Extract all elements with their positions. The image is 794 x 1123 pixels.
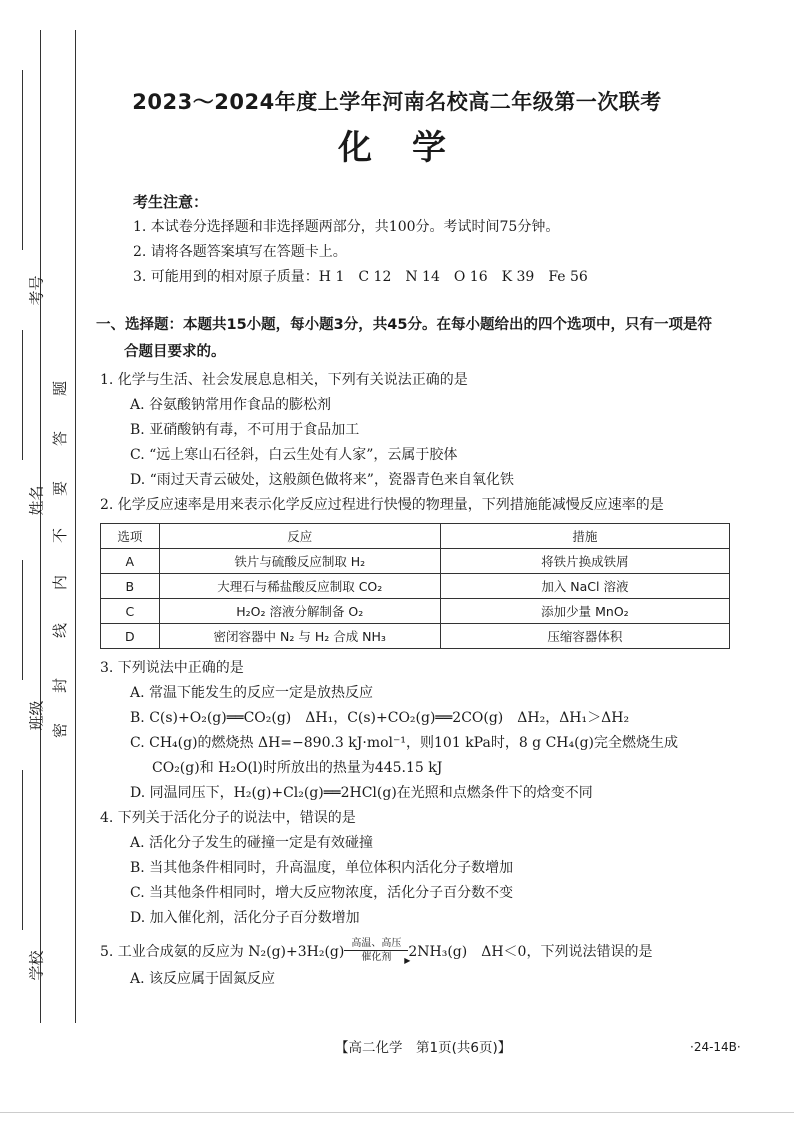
table-cell: 加入 NaCl 溶液	[440, 574, 729, 599]
section-heading-line: 一、选择题：本题共15小题，每小题3分，共45分。在每小题给出的四个选项中，只有一项是符	[96, 317, 712, 333]
question-stem	[100, 937, 730, 967]
section-heading	[96, 312, 730, 366]
option-a: A. 活化分子发生的碰撞一定是有效碰撞	[130, 835, 374, 851]
table-cell: A	[101, 549, 160, 574]
school-blank[interactable]	[22, 770, 23, 930]
option-d: D. “雨过天青云破处，这般颜色做将来”，瓷器青色来自氧化铁	[130, 472, 514, 488]
table-header: 措施	[440, 524, 729, 549]
exam-number-label: 考号	[27, 275, 46, 306]
table-cell: B	[101, 574, 160, 599]
exam-title: 2023～2024年度上学年河南名校高二年级第一次联考	[132, 90, 662, 114]
notice-item: 1. 本试卷分选择题和非选择题两部分，共100分。考试时间75分钟。	[133, 219, 560, 235]
class-label: 班级	[27, 700, 46, 731]
notice-heading: 考生注意：	[133, 193, 209, 211]
question-stem: 4. 下列关于活化分子的说法中，错误的是	[100, 810, 356, 826]
table-row	[101, 574, 730, 599]
table-cell: 大理石与稀盐酸反应制取 CO₂	[159, 574, 440, 599]
option-a: A. 谷氨酸钠常用作食品的膨松剂	[130, 397, 332, 413]
seal-char-3: 线	[51, 622, 70, 639]
question-2	[100, 493, 730, 649]
option-c: C. 当其他条件相同时，增大反应物浓度，活化分子百分数不变	[130, 885, 514, 901]
question-4	[100, 806, 730, 931]
question-content	[96, 312, 730, 992]
option-b: B. C(s)+O₂(g)══CO₂(g) ΔH₁，C(s)+CO₂(g)══2CO(g) ΔH₂，ΔH₁＞ΔH₂	[130, 710, 630, 726]
table-header: 选项	[101, 524, 160, 549]
school-label: 学校	[27, 950, 46, 981]
notice-item: 2. 请将各题答案填写在答题卡上。	[133, 244, 347, 260]
table-cell: H₂O₂ 溶液分解制备 O₂	[159, 599, 440, 624]
table-cell: 密闭容器中 N₂ 与 H₂ 合成 NH₃	[159, 624, 440, 649]
table-row	[101, 624, 730, 649]
option-c: C. CH₄(g)的燃烧热 ΔH=−890.3 kJ·mol⁻¹，则101 kPa时，8 g CH₄(g)完全燃烧生成	[130, 735, 679, 751]
options-table	[100, 523, 730, 649]
table-row	[101, 599, 730, 624]
option-c-continued: CO₂(g)和 H₂O(l)时所放出的热量为445.15 kJ	[152, 760, 443, 776]
arrow-line-icon: ▶	[344, 950, 408, 951]
seal-char-6: 要	[51, 480, 70, 497]
option-b: B. 亚硝酸钠有毒，不可用于食品加工	[130, 422, 360, 438]
notice-item: 3. 可能用到的相对原子质量：H 1 C 12 N 14 O 16 K 39 Fe 56	[133, 269, 588, 285]
table-cell: C	[101, 599, 160, 624]
subject-title: 化学	[338, 128, 486, 168]
paper-code: ·24-14B·	[690, 1040, 741, 1054]
reaction-arrow	[344, 937, 411, 965]
option-a: A. 常温下能发生的反应一定是放热反应	[130, 685, 374, 701]
arrow-condition-top: 高温、高压	[351, 937, 402, 949]
seal-char-2: 封	[51, 677, 70, 694]
option-d: D. 加入催化剂，活化分子百分数增加	[130, 910, 360, 926]
option-a: A. 该反应属于固氮反应	[130, 971, 276, 987]
option-c: C. “远上寒山石径斜，白云生处有人家”，云属于胶体	[130, 447, 458, 463]
section-heading-line: 合题目要求的。	[124, 344, 226, 360]
question-3	[100, 656, 730, 806]
seal-char-7: 答	[51, 430, 70, 447]
seal-char-8: 题	[51, 380, 70, 397]
candidate-notice	[133, 190, 588, 290]
seal-char-5: 不	[51, 527, 70, 544]
table-cell: D	[101, 624, 160, 649]
page-footer: 【高二化学 第1页(共6页)】	[335, 1040, 512, 1056]
option-d: D. 同温同压下，H₂(g)+Cl₂(g)══2HCl(g)在光照和点燃条件下的焓变不同	[130, 785, 593, 801]
stem-part: 2NH₃(g) ΔH＜0，下列说法错误的是	[408, 944, 653, 960]
table-cell: 铁片与硫酸反应制取 H₂	[159, 549, 440, 574]
question-stem: 1. 化学与生活、社会发展息息相关，下列有关说法正确的是	[100, 372, 468, 388]
page-bottom-edge	[0, 1112, 794, 1113]
seal-char-4: 内	[51, 574, 70, 591]
table-header-row	[101, 524, 730, 549]
name-blank[interactable]	[22, 330, 23, 460]
class-blank[interactable]	[22, 560, 23, 680]
seal-char-1: 密	[51, 722, 70, 739]
binding-line-inner	[75, 30, 76, 1023]
option-b: B. 当其他条件相同时，升高温度，单位体积内活化分子数增加	[130, 860, 514, 876]
question-1	[100, 368, 730, 493]
table-cell: 压缩容器体积	[440, 624, 729, 649]
question-stem: 2. 化学反应速率是用来表示化学反应过程进行快慢的物理量，下列措施能减慢反应速率的是	[100, 497, 664, 513]
table-row	[101, 549, 730, 574]
arrow-condition-bottom: 催化剂	[361, 951, 392, 963]
question-5	[100, 937, 730, 992]
table-cell: 将铁片换成铁屑	[440, 549, 729, 574]
table-header: 反应	[159, 524, 440, 549]
stem-part: 5. 工业合成氨的反应为 N₂(g)+3H₂(g)	[100, 944, 345, 960]
name-label: 姓名	[27, 485, 46, 516]
table-cell: 添加少量 MnO₂	[440, 599, 729, 624]
question-stem: 3. 下列说法中正确的是	[100, 660, 244, 676]
